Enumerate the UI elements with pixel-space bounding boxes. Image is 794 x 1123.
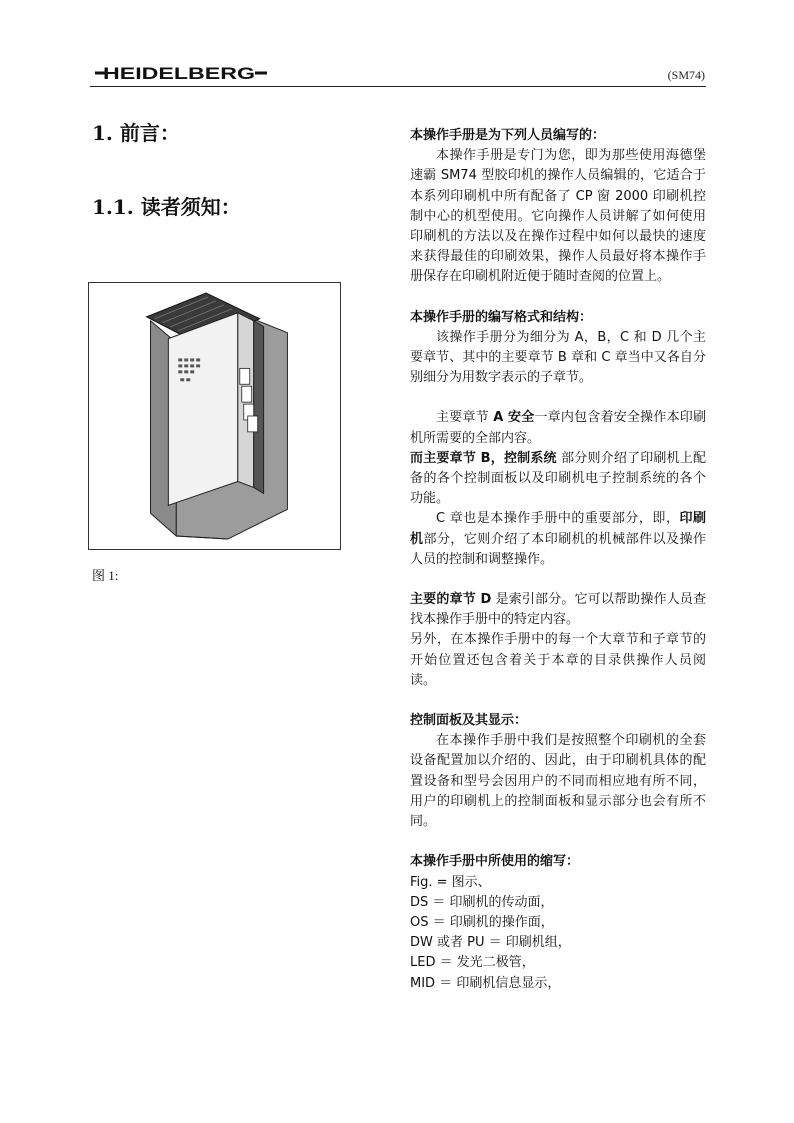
audience-heading: 本操作手册是为下列人员编写的： [410,128,606,143]
chapter-b-paragraph [410,449,706,510]
chapter-b-title: 而主要章节 B，控制系统 [410,450,557,466]
chapter-a-title: A 安全 [493,410,535,426]
heidelberg-logo [95,62,267,84]
format-heading: 本操作手册的编写格式和结构： [410,309,593,325]
extra-paragraph: 另外，在本操作手册中的每一个大章节和子章节的开始位置还包含着关于本章的目录供操作人员阅读。 [410,632,706,688]
chapter-c-pre: C 章也是本操作手册中的重要部分，即， [436,511,680,527]
format-paragraph: 该操作手册分为细分为 A，B，C 和 D 几个主要章节、其中的主要章节 B 章和 C 章当中又各自分别细分为用数字表示的子章节。 [410,329,706,386]
header-divider [90,86,706,87]
section-heading [92,117,180,146]
chapter-c-paragraph [410,509,706,570]
abbr-item: MID ＝ 印刷机信息显示， [410,975,561,991]
chapter-b-text: 部分则介绍了印刷机上配备的各个控制面板以及印刷机电子控制系统的各个功能。 [410,450,706,507]
subsection-title: 读者须知： [140,195,241,219]
chapter-a-pre: 主要章节 [436,410,494,426]
chapter-a-text: 一章内包含着安全操作本印刷机所需要的全部内容。 [410,410,706,446]
chapter-d-title: 主要的章节 D [410,592,492,608]
svg-text:HEIDELBERG: HEIDELBERG [103,64,255,83]
panel-heading: 控制面板及其显示： [410,713,528,729]
binder-illustration [89,283,340,549]
body-column [410,126,706,994]
abbr-item: LED ＝ 发光二极管， [410,955,535,971]
panel-paragraph: 在本操作手册中我们是按照整个印刷机的全套设备配置加以介绍的、因此，由于印刷机具体的配置设备和型号会因用户的不同而相应地有所不同，用户的印刷机上的控制面板和显示部分也会有所不同。 [410,733,706,830]
abbr-item: DW 或者 PU ＝ 印刷机组， [410,935,571,951]
chapter-d-text: 是索引部分。它可以帮助操作人员查找本操作手册中的特定内容。 [410,592,706,628]
abbr-item: DS ＝ 印刷机的传动面， [410,894,554,910]
abbr-item: Fig. = 图示、 [410,874,491,890]
abbr-heading: 本操作手册中所使用的缩写： [410,854,580,870]
subsection-number: 1.1. [92,195,134,219]
figure-caption: 图 1: [92,568,119,583]
abbr-item: OS ＝ 印刷机的操作面， [410,914,554,930]
subsection-heading [92,191,241,220]
section-title: 前言： [119,121,180,145]
section-number: 1. [92,121,113,145]
figure-frame [88,282,341,550]
audience-paragraph: 本操作手册是专门为您，即为那些使用海德堡速霸 SM74 型胶印机的操作人员编辑的，它适合于本系列印刷机中所有配备了 CP 窗 2000 印刷机控制中心的机型使用。它向操作人员讲解了如何使用印刷机的方法以及在操作过程中如何以最快的速度来获得最佳的印刷效果，操作人员最好将本操作手册保存在印刷机附近便于随时查阅的位置上。 [410,148,706,285]
chapter-c-title: 印刷机 [410,511,706,547]
chapter-a-paragraph [410,408,706,448]
chapter-d-paragraph [410,590,706,630]
chapter-c-text: 部分，它则介绍了本印刷机的机械部件以及操作人员的控制和调整操作。 [410,531,706,567]
model-label: (SM74) [667,68,705,82]
